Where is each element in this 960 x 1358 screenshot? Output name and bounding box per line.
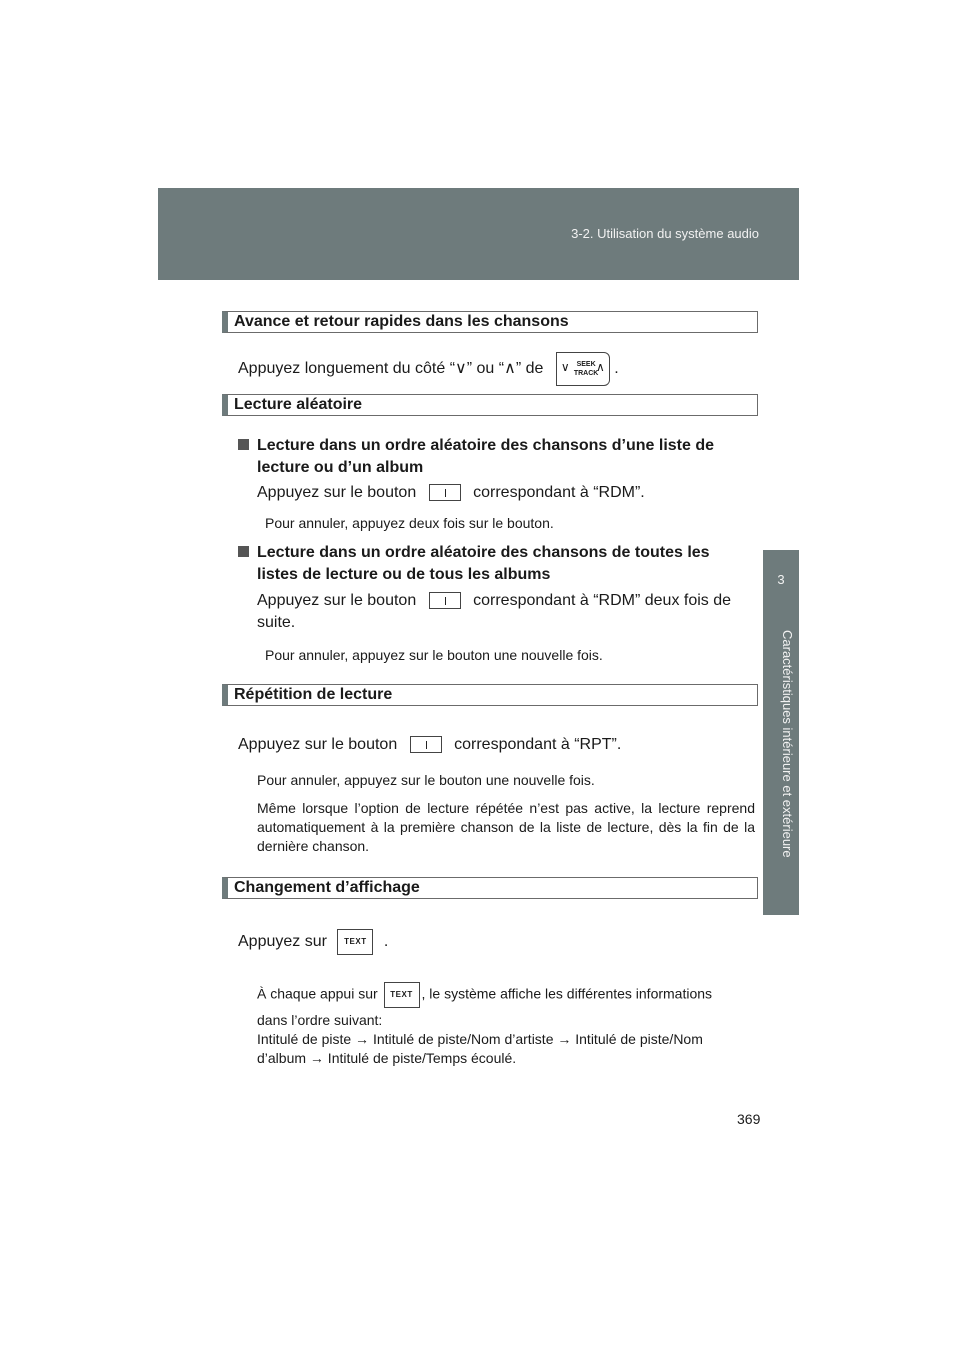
display-note-line2: dans l’ordre suivant: bbox=[257, 1012, 383, 1028]
repeat-note-auto: Même lorsque l’option de lecture répétée n’est pas active, la lecture reprend automatiquement à la première chanson de la liste de lecture, dès la fin de la dernière chanson. bbox=[257, 800, 755, 854]
chapter-title-vertical: Caractéristiques intérieure et extérieure bbox=[780, 630, 795, 858]
section-display-title: Changement d’affichage bbox=[222, 877, 758, 899]
text-button-icon: TEXT bbox=[384, 982, 420, 1008]
page-number: 369 bbox=[737, 1111, 761, 1127]
section-ff-title: Avance et retour rapides dans les chansons bbox=[222, 311, 758, 333]
repeat-instruction: Appuyez sur le bouton correspondant à “RPT”. bbox=[238, 736, 622, 753]
repeat-note-cancel: Pour annuler, appuyez sur le bouton une nouvelle fois. bbox=[257, 772, 595, 788]
random-item1-note: Pour annuler, appuyez deux fois sur le bouton. bbox=[265, 515, 554, 531]
random-item2-note: Pour annuler, appuyez sur le bouton une nouvelle fois. bbox=[265, 647, 603, 663]
section-random-title: Lecture aléatoire bbox=[222, 394, 758, 416]
preset-1-button-icon bbox=[429, 484, 461, 501]
random-item2-instruction-cont: suite. bbox=[257, 614, 296, 631]
random-item1-heading: Lecture dans un ordre aléatoire des chansons d’une liste de bbox=[238, 436, 758, 456]
square-bullet-icon bbox=[238, 439, 249, 450]
text-button-icon: TEXT bbox=[337, 929, 373, 955]
display-note-line4: d’album → Intitulé de piste/Temps écoulé. bbox=[257, 1050, 517, 1066]
seek-track-button-icon: ∨ SEEK TRACK ∧ bbox=[556, 352, 610, 386]
display-note-line3: Intitulé de piste → Intitulé de piste/Nom d’artiste → Intitulé de piste/Nom bbox=[257, 1031, 703, 1047]
up-arrow-icon: ∧ bbox=[504, 360, 516, 378]
display-instruction: Appuyez sur TEXT . bbox=[238, 929, 388, 955]
square-bullet-icon bbox=[238, 546, 249, 557]
display-note-line1: À chaque appui sur TEXT , le système affiche les différentes informations bbox=[257, 982, 755, 1008]
chapter-side-tab bbox=[763, 550, 799, 915]
header-band bbox=[158, 188, 799, 280]
ff-instruction: Appuyez longuement du côté “∨” ou “∧” de ∨ SEEK TRACK ∧ . bbox=[238, 352, 619, 386]
random-item2-instruction: Appuyez sur le bouton correspondant à “RDM” deux fois de bbox=[257, 592, 732, 609]
random-item2-heading: Lecture dans un ordre aléatoire des chansons de toutes les bbox=[238, 543, 758, 563]
random-item1-instruction: Appuyez sur le bouton correspondant à “RDM”. bbox=[257, 484, 645, 501]
seek-label: SEEK bbox=[576, 361, 596, 368]
track-label: TRACK bbox=[573, 370, 599, 377]
down-arrow-icon: ∨ bbox=[455, 360, 467, 378]
section-repeat-title: Répétition de lecture bbox=[222, 684, 758, 706]
preset-1-button-icon bbox=[410, 736, 442, 753]
random-item1-heading-cont: lecture ou d’un album bbox=[257, 459, 424, 476]
chapter-number: 3 bbox=[777, 572, 785, 587]
chapter-heading: 3-2. Utilisation du système audio bbox=[571, 226, 759, 241]
random-item2-heading-cont: listes de lecture ou de tous les albums bbox=[257, 566, 551, 583]
preset-1-button-icon bbox=[429, 592, 461, 609]
